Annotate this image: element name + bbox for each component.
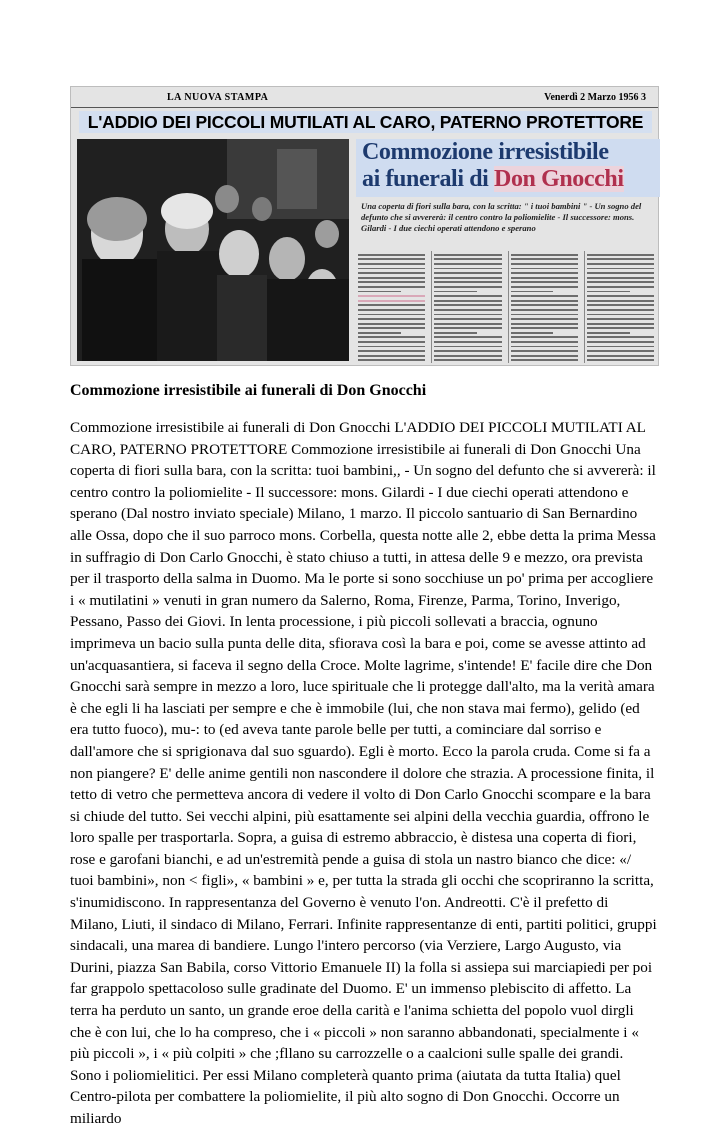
clipping-text-line: [511, 291, 554, 293]
clipping-text-line: [511, 318, 578, 320]
clipping-text-line: [358, 258, 425, 260]
clipping-text-line: [587, 355, 654, 357]
clipping-text-line: [511, 263, 578, 265]
clipping-text-line: [358, 268, 425, 270]
clipping-text-line: [511, 268, 578, 270]
clipping-text-line: [511, 346, 578, 348]
clipping-text-line: [511, 295, 578, 297]
clipping-text-line: [358, 323, 425, 325]
clipping-text-line: [358, 327, 425, 329]
clipping-text-line: [511, 277, 578, 279]
newspaper-clipping: [70, 86, 659, 366]
clipping-column-2: [431, 251, 503, 363]
clipping-text-line: [587, 286, 654, 288]
clipping-text-line: [434, 359, 501, 361]
clipping-text-line: [587, 314, 654, 316]
funeral-photo-image: [77, 139, 349, 361]
clipping-text-line: [434, 350, 501, 352]
clipping-column-4: [584, 251, 656, 363]
clipping-text-line: [358, 336, 425, 338]
clipping-text-line: [511, 286, 578, 288]
clipping-text-line: [434, 254, 501, 256]
clipping-text-line: [511, 314, 578, 316]
headline-line-2-a: ai funerali di: [362, 166, 495, 192]
clipping-text-line: [358, 309, 425, 311]
clipping-text-line: [434, 341, 501, 343]
article-title: Commozione irresistibile ai funerali di Don Gnocchi: [70, 382, 427, 399]
issue-date: Venerdì 2 Marzo 1956 3: [544, 92, 646, 103]
clipping-text-line: [358, 318, 425, 320]
clipping-text-line: [587, 346, 654, 348]
clipping-text-line: [587, 332, 630, 334]
clipping-text-line: [358, 341, 425, 343]
clipping-text-line: [587, 281, 654, 283]
clipping-text-line: [511, 336, 578, 338]
clipping-text-line: [358, 286, 425, 288]
clipping-text-line: [434, 281, 501, 283]
clipping-text-line: [434, 318, 501, 320]
clipping-text-line: [358, 295, 425, 297]
clipping-text-line: [434, 277, 501, 279]
clipping-text-line: [358, 314, 425, 316]
clipping-column-1: [356, 251, 427, 363]
kicker-headline: L'ADDIO DEI PICCOLI MUTILATI AL CARO, PATERNO PROTETTORE: [79, 111, 652, 133]
clipping-text-line: [587, 268, 654, 270]
clipping-text-line: [358, 281, 425, 283]
clipping-text-line: [434, 268, 501, 270]
newspaper-name: LA NUOVA STAMPA: [167, 92, 269, 103]
clipping-text-line: [358, 254, 425, 256]
article-body: Commozione irresistibile ai funerali di Don Gnocchi L'ADDIO DEI PICCOLI MUTILATI AL CARO, PATERNO PROTETTORE Commozione irresistibile ai funerali di Don Gnocchi Una coperta di fiori sulla bara, con la scritta: tuoi bambini,, - Un sogno del defunto che si avvererà: il centro contro la poliomielite - Il successore: mons. Gilardi - I due ciechi operati attendono e sperano (Dal nostro inviato speciale) Milano, 1 marzo. Il piccolo santuario di San Bernardino alle Ossa, dopo che il suo parroco mons. Corbella, questa notte alle 2, ebbe detta la prima Messa in suffragio di Don Carlo Gnocchi, è stato chiuso a tutti, in attesa delle 9 e mezzo, ora prevista per il trasporto della salma in Duomo. Ma le porte si sono socchiuse un po' prima per accogliere i « mutilatini » venuti in gran numero da Salerno, Roma, Firenze, Parma, Torino, Inverigo, Pessano, Passo dei Giovi. In lenta processione, i più piccoli sollevati a braccia, ognuno imprimeva un bacio sulla punta delle dita, sfiorava così la bara e poi, come se avesse attinto ad un'acquasantiera, si faceva il segno della Croce. Molte lagrime, s'intende! E' facile dire che Don Gnocchi sarà sempre in mezzo a loro, luce spirituale che li protegge dall'alto, ma la verità amara è che egli li ha lasciati per sempre e che è immobile (lui, che non stava mai fermo), gelido (ed era tutto fuoco), mu-: to (ed aveva tante parole belle per tutti, a cominciare dal sorriso e dall'amore che si sprigionava dal suo sguardo). Egli è morto. Ecco la parola cruda. Come si fa a non piangere? E' delle anime gentili non nascondere il dolore che strazia. A processione finita, il tetto di vetro che permetteva ancora di vedere il volto di Don Carlo Gnocchi scompare e la bara si chiude del tutto. Sei vecchi alpini, più esattamente sei alpini della vecchia guardia, offrono le loro spalle per trasportarla. Sopra, a guisa di estremo abbraccio, è distesa una coperta di fiori, rose e garofani bianchi, e ad un'estremità pende a guisa di stola un nastro bianco che dice: «/ tuoi bambini», non < figli», « bambini » e, per tutta la strada gli occhi che scopriranno la scritta, s'inumidiscono. In rappresentanza del Governo è venuto l'on. Andreotti. C'è il prefetto di Milano, Liuti, il sindaco di Milano, Ferrari. Infinite rappresentanze di enti, partiti politici, gruppi sindacali, una marea di bandiere. Lungo l'intero percorso (via Verziere, Largo Augusto, via Durini, piazza San Babila, corso Vittorio Emanuele II) la folla si assiepa sui marciapiedi per poi far grappolo spettacoloso sulle gradinate del Duomo. E' un immenso plebiscito di affetto. La terra ha perduto un santo, un grande eroe della carità e l'anima schietta del popolo vuol dirgli che è con lui, che lo ha compreso, che i « piccoli » non saranno abbandonati, specialmente i « più piccoli », i « più colpiti » che ;fllano su carrozzelle o a caalcioni sulle spalle dei grandi. Sono i poliomielitici. Per essi Milano completerà quanto prima (aiutata da tutta Italia) quel Centro-pilota per combattere la poliomielite, il più alto sogno di Don Gnocchi. Occorre un miliardo: [70, 419, 657, 1127]
clipping-text-line: [587, 359, 654, 361]
clipping-text-line: [587, 263, 654, 265]
clipping-text-line: [358, 346, 425, 348]
headline-name-highlight: Don Gnocchi: [494, 166, 624, 192]
clipping-text-line: [587, 258, 654, 260]
clipping-text-line: [587, 336, 654, 338]
clipping-text-line: [587, 350, 654, 352]
clipping-text-line: [358, 300, 425, 302]
clipping-text-line: [434, 295, 501, 297]
clipping-text-line: [587, 300, 654, 302]
clipping-text-line: [434, 346, 501, 348]
clipping-text-line: [511, 258, 578, 260]
masthead: [71, 87, 658, 108]
clipping-text-line: [511, 359, 578, 361]
clipping-text-line: [358, 355, 425, 357]
clipping-text-line: [587, 295, 654, 297]
headline-line-2: [362, 166, 660, 193]
clipping-text-line: [511, 323, 578, 325]
clipping-text-line: [587, 291, 630, 293]
clipping-text-line: [434, 323, 501, 325]
clipping-text-line: [511, 341, 578, 343]
clipping-text-line: [587, 341, 654, 343]
clipping-subhead: Una coperta di fiori sulla bara, con la scritta: " i tuoi bambini " - Un sogno del defunto che si avvererà: il centro contro la poliomielite - Il successore: mons. Gilardi - I due ciechi operati attendono e sperano: [361, 201, 642, 233]
clipping-text-line: [358, 277, 425, 279]
clipping-text-columns: [356, 251, 656, 363]
clipping-text-line: [587, 327, 654, 329]
clipping-text-line: [358, 359, 425, 361]
clipping-text-line: [434, 355, 501, 357]
main-headline: [356, 139, 660, 197]
clipping-text-line: [434, 309, 501, 311]
clipping-text-line: [587, 309, 654, 311]
clipping-text-line: [587, 254, 654, 256]
clipping-text-line: [587, 272, 654, 274]
clipping-text-line: [358, 350, 425, 352]
clipping-text-line: [587, 318, 654, 320]
clipping-text-line: [358, 332, 401, 334]
clipping-text-line: [511, 309, 578, 311]
clipping-text-line: [511, 300, 578, 302]
clipping-text-line: [511, 327, 578, 329]
clipping-text-line: [587, 323, 654, 325]
clipping-text-line: [434, 300, 501, 302]
clipping-text-line: [434, 286, 501, 288]
clipping-column-3: [508, 251, 580, 363]
clipping-text-line: [511, 272, 578, 274]
clipping-text-line: [358, 272, 425, 274]
clipping-text-line: [434, 263, 501, 265]
clipping-text-line: [358, 304, 425, 306]
clipping-text-line: [434, 258, 501, 260]
clipping-text-line: [434, 327, 501, 329]
clipping-text-line: [434, 336, 501, 338]
clipping-text-line: [434, 314, 501, 316]
clipping-text-line: [511, 350, 578, 352]
clipping-text-line: [434, 291, 477, 293]
funeral-photo: [77, 139, 349, 361]
clipping-text-line: [434, 304, 501, 306]
clipping-text-line: [434, 332, 477, 334]
clipping-text-line: [511, 254, 578, 256]
clipping-text-line: [434, 272, 501, 274]
clipping-text-line: [358, 291, 401, 293]
clipping-text-line: [587, 304, 654, 306]
clipping-text-line: [511, 355, 578, 357]
clipping-text-line: [511, 332, 554, 334]
clipping-text-line: [358, 263, 425, 265]
clipping-text-line: [511, 304, 578, 306]
clipping-text-line: [587, 277, 654, 279]
headline-line-1: Commozione irresistibile: [362, 139, 609, 165]
clipping-text-line: [511, 281, 578, 283]
